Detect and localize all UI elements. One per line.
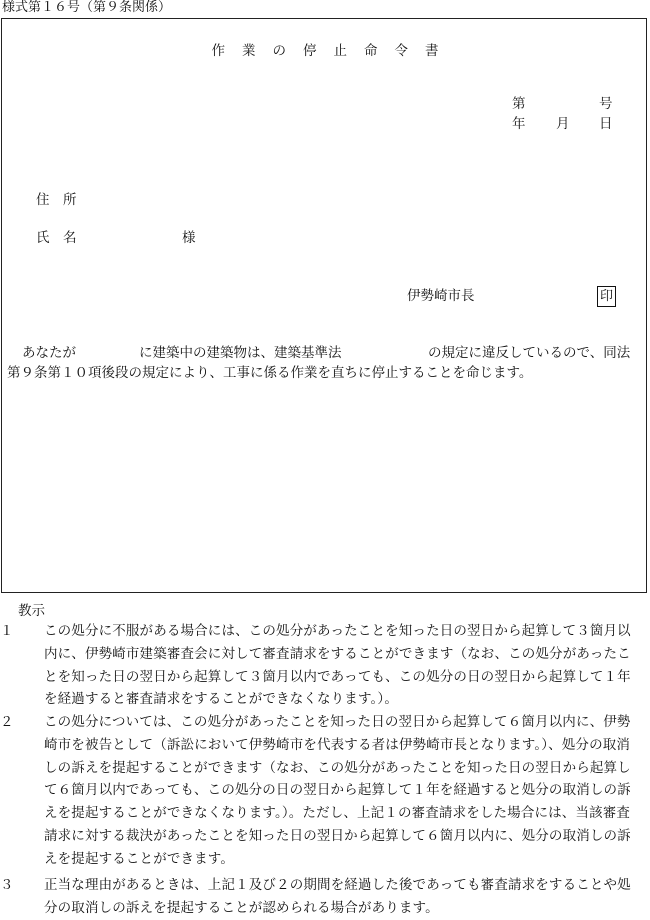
note-text: この処分に不服がある場合には、この処分があったことを知った日の翌日から起算して３箇月以内に、伊勢崎市建築審査会に対して審査請求をすることができます（なお、この処分があったことを知った日の翌日から起算して３箇月以内であっても、この処分の日の翌日から起算して１年を経過すると審査請求をすることができなくなります。）。: [44, 623, 631, 708]
body-part3: の規定に違反しているので、同法: [428, 345, 631, 361]
number-label: 第: [512, 96, 526, 112]
body-line2: 第９条第１０項後段の規定により、工事に係る作業を直ちに停止することを命じます。: [7, 365, 533, 381]
form-label: 様式第１６号（第９条関係）: [2, 0, 172, 15]
body-part2: に建築中の建築物は、建築基準法: [139, 345, 342, 361]
number-suffix: 号: [599, 96, 613, 112]
note-text: この処分については、この処分があったことを知った日の翌日から起算して６箇月以内に、伊勢崎市を被告として（訴訟において伊勢崎市を代表する者は伊勢崎市長となります。）、処分の取消しの訴えを提起することができます（なお、この処分があったことを知った日の翌日から起算して６箇月以内であっても、この処分の日の翌日から起算して１年を経過すると処分の取消しの訴えを提起することができなくなります。）。ただし、上記１の審査請求をした場合には、当該審査請求に対する裁決があったことを知った日の翌日から起算して６箇月以内に、処分の取消しの訴えを提起することができます。: [44, 714, 631, 867]
body-part1: あなたが: [22, 345, 76, 361]
date-day: 日: [599, 116, 613, 132]
seal-stamp: 印: [597, 286, 616, 307]
note-text: 正当な理由があるときは、上記１及び２の期間を経過した後であっても審査請求をすることや処分の取消しの訴えを提起することが認められる場合があります。: [44, 877, 631, 916]
issuer: 伊勢崎市長: [407, 288, 475, 304]
name-label: 氏 名: [36, 230, 77, 246]
note-item-2: ２ この処分については、この処分があったことを知った日の翌日から起算して６箇月以内に、伊勢崎市を被告として（訴訟において伊勢崎市を代表する者は伊勢崎市長となります。）、処分の取消しの訴えを提起することができます（なお、この処分があったことを知った日の翌日から起算して６箇月以内であっても、この処分の日の翌日から起算して１年を経過すると処分の取消しの訴えを提起することができなくなります。）。ただし、上記１の審査請求をした場合には、当該審査請求に対する裁決があったことを知った日の翌日から起算して６箇月以内に、処分の取消しの訴えを提起することができます。: [0, 714, 631, 867]
date-month: 月: [556, 116, 570, 132]
date-year: 年: [512, 116, 526, 132]
note-item-1: １ この処分に不服がある場合には、この処分があったことを知った日の翌日から起算して３箇月以内に、伊勢崎市建築審査会に対して審査請求をすることができます（なお、この処分があったことを知った日の翌日から起算して３箇月以内であっても、この処分の日の翌日から起算して１年を経過すると審査請求をすることができなくなります。）。: [0, 623, 631, 708]
document-frame: [1, 18, 647, 593]
notes-heading: 教示: [18, 603, 45, 619]
address-label: 住 所: [36, 192, 77, 208]
note-item-3: ３ 正当な理由があるときは、上記１及び２の期間を経過した後であっても審査請求をすることや処分の取消しの訴えを提起することが認められる場合があります。: [0, 877, 631, 916]
document-title: 作業の停止命令書: [211, 43, 456, 59]
honorific: 様: [182, 230, 196, 246]
